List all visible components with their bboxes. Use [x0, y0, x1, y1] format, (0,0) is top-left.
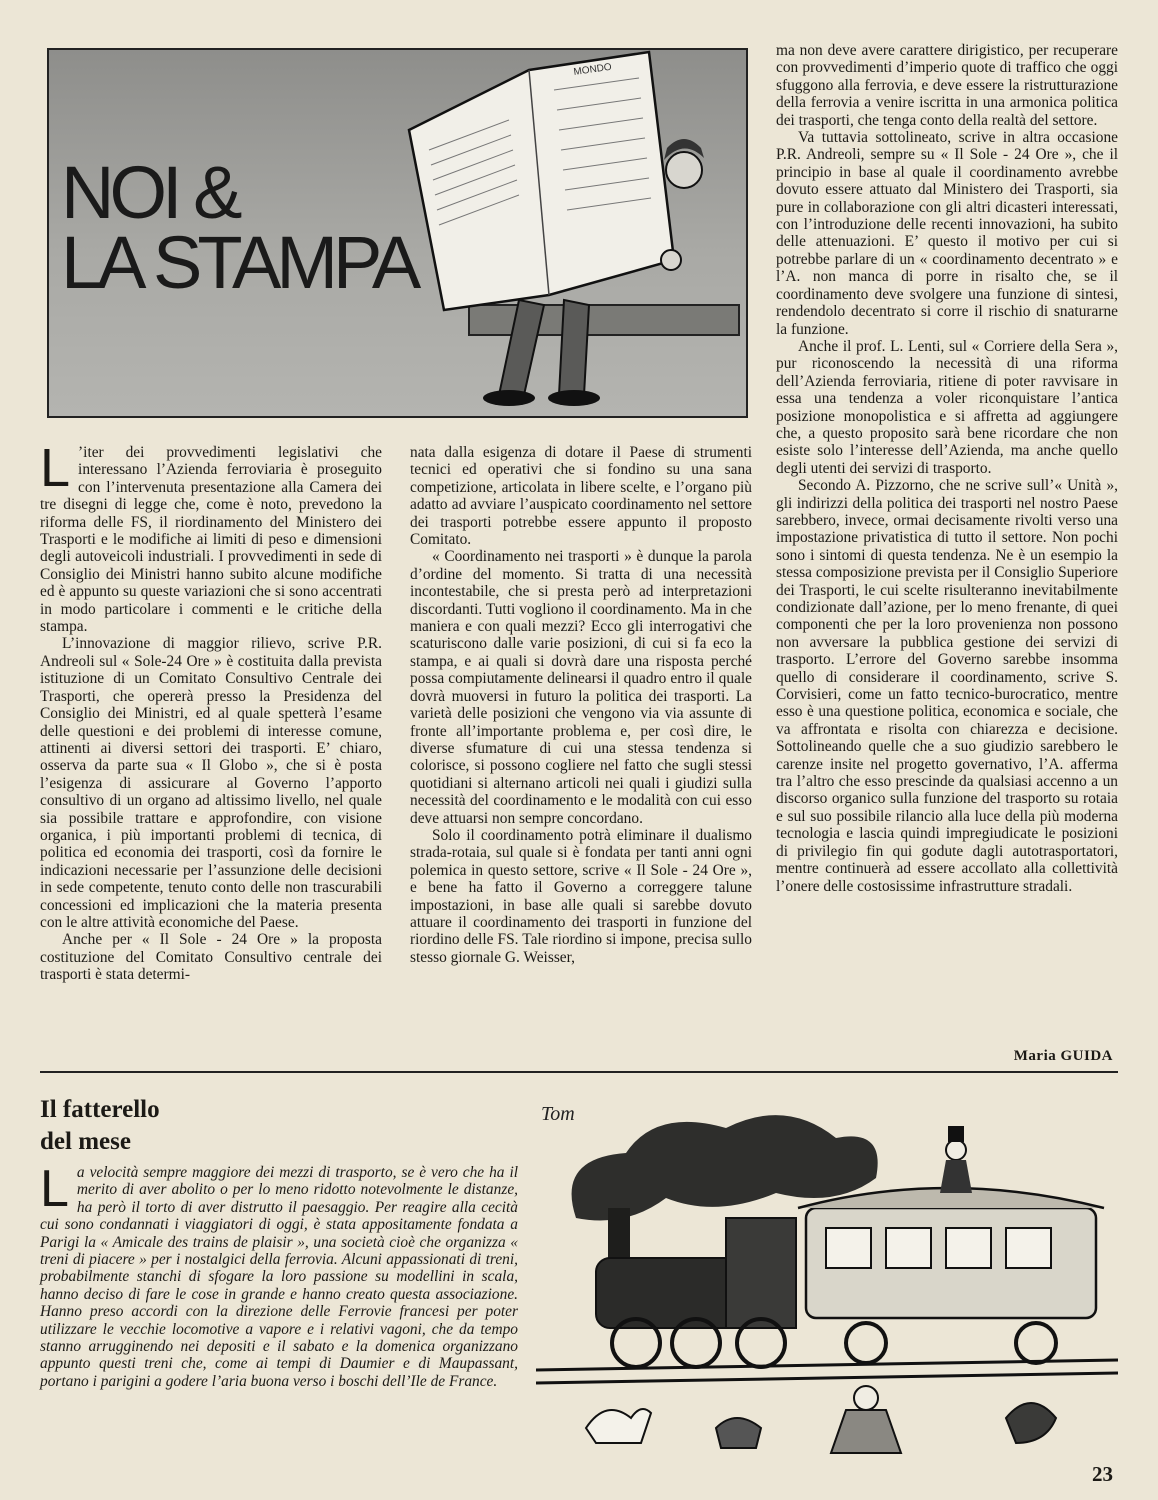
goose-figure — [586, 1409, 651, 1443]
col3-paragraph-2: Va tuttavia sottolineato, scrive in altra occasione P.R. Andreoli, sempre su « Il Sole - 24 Ore », che il principio in base al quale il coordinamento avrebbe dovuto essere attuato dal Ministero dei Trasporti, sia pure in collaborazione con gli altri dicasteri interessati, con l’introduzione delle recenti innovazioni, ha subito delle attenuazioni. E’ questo il motivo per cui si potrebbe parlare di un « coordinamento decentrato » e l’A. non manca di porre in risalto che, se il coordinamento deve svolgere una funzione di sintesi, rendendolo decentrato si corre il rischio di snaturarne la funzione. — [776, 129, 1118, 338]
col1-paragraph-3: Anche per « Il Sole - 24 Ore » la proposta costituzione del Comitato Consultivo centrale dei trasporti è stata determi- — [40, 931, 382, 984]
article-column-3 — [776, 42, 1118, 895]
left-shoe — [483, 390, 535, 406]
cartoonist-signature: Tom — [541, 1103, 575, 1125]
train-cartoon-drawing — [536, 1098, 1118, 1458]
carriage-wheel — [1016, 1323, 1056, 1363]
title-line-1: NOI & — [61, 151, 238, 234]
col2-paragraph-2: « Coordinamento nei trasporti » è dunque la parola d’ordine del momento. Si tratta di una necessità incontestabile, che si presta però ad interpretazioni discordanti. Tutti vogliono il coordinamento. Ma in che maniera e con quali mezzi? Ecco gli interrogativi che scaturiscono dalle varie posizioni, di cui si fa eco la stampa, e ai quali si dovrà dare una risposta perché possa compiutamente delinearsi il quadro entro il quale dovrà muoversi in futuro la politica dei trasporti. La varietà delle posizioni che vengono via via assunte di fronte all’importante problema e, per così dire, le diverse sfumature di cui una stessa tendenza si colorisce, si possono cogliere nel fatto che sugli stessi quotidiani si alternano articoli nei quali i giudizi sulla necessità del coordinamento e le modalità con cui esso deve attuarsi non sempre concordano. — [410, 548, 752, 827]
right-shoe — [548, 390, 600, 406]
woman-head — [854, 1386, 878, 1410]
dropcap-letter: L — [40, 438, 71, 498]
newspaper-reader-illustration — [349, 50, 744, 416]
newspaper-masthead: MONDO — [572, 61, 613, 78]
fatterello-title-line-2: del mese — [40, 1128, 131, 1155]
roof-passenger-head — [946, 1140, 966, 1160]
carriage-wheel — [846, 1323, 886, 1363]
rooster-figure — [1006, 1403, 1056, 1443]
article-author: Maria GUIDA — [1013, 1048, 1113, 1064]
fatterello-dropcap: L — [40, 1160, 69, 1218]
fatterello-title-line-1: Il fatterello — [40, 1096, 160, 1123]
header-illustration — [47, 48, 748, 418]
locomotive-cab — [726, 1218, 796, 1328]
woman-dress — [831, 1410, 901, 1453]
col2-paragraph-3: Solo il coordinamento potrà eliminare il dualismo strada-rotaia, sul quale si è fondata per tanti anni ogni polemica in questo settore, scrive « Il Sole - 24 Ore », e bene ha fatto il Governo a correggere talune impostazioni, in base alle quali si sarebbe dovuto attuare il coordinamento dei trasporti in funzione del riordino delle FS. Tale riordino si impone, precisa sullo stesso giornale G. Weisser, — [410, 826, 752, 966]
man-hand — [661, 250, 681, 270]
col3-paragraph-3: Anche il prof. L. Lenti, sul « Corriere della Sera », pur riconoscendo la necessità di una riforma dell’Azienda ferroviaria, ritiene di poter ravvisare in essa una tendenza a voler riconquistare l’antica posizione monopolistica e si affretta ad aggiungere che, a questo proposito sarà bene ricordare che non esiste solo l’interesse dell’Azienda, ma anche quello degli utenti dei servizi di trasporto. — [776, 337, 1118, 477]
right-leg — [559, 300, 589, 395]
article-column-1 — [40, 438, 382, 984]
train-cartoon — [536, 1098, 1118, 1458]
fatterello-body: a velocità sempre maggiore dei mezzi di trasporto, se è vero che ha il merito di aver abolito o per lo meno ridotto notevolmente le distanze, ha però il torto di aver distrutto il paesaggio. Per reagire alla cecità cui sono condannati i viaggiatori di oggi, è stata appositamente fondata a Parigi la « Amicale des trains de plaisir », una società cioè che organizza « treni di piacere » per i nostalgici della ferrovia. Alcuni appassionati di treni, probabilmente stanchi di sfogare la loro passione su modellini in scala, hanno deciso di fare le cose in grande e hanno creato questa associazione. Hanno preso accordi con la direzione delle Ferrovie francesi per poter utilizzare le vecchie locomotive a vapore e i relativi vagoni, che da tempo stanno arrugginendo nei depositi e il sabato e la domenica organizzano appunto questi treni che, come ai tempi di Daumier e di Maupassant, portano i parigini a godere l’aria buona verso i boschi dell’Ile de France. — [40, 1164, 518, 1390]
dog-figure — [716, 1418, 761, 1448]
top-hat — [948, 1126, 964, 1142]
title-line-2: LA STAMPA — [61, 221, 417, 304]
col1-paragraph-2: L’innovazione di maggior rilievo, scrive P.R. Andreoli sul « Sole-24 Ore » è costituita dalla prevista istituzione di un Comitato Consultivo Centrale dei Trasporti, che opererà presso la Presidenza del Consiglio dei Ministri, ed al quale spetterà l’esame delle questioni e dei problemi di interesse comune, attinenti ai diversi settori dei trasporti. E’ chiaro, osserva da parte sua « Il Globo », che si è posta l’esigenza di assicurare al Governo l’apporto consultivo di un organo ad altissimo livello, nel quale sia possibile trattare e approfondire, con visione organica, i più importanti problemi di tecnica, di politica ed economia dei trasporti, così da fornire le indicazioni necessarie per l’assunzione delle decisioni in sede competente, tenuto conto delle non trascurabili concessioni ed implicazioni che la materia presenta con le altre attività economiche del Paese. — [40, 635, 382, 931]
col1-paragraph-1: ’iter dei provvedimenti legislativi che interessano l’Azienda ferroviaria è proseguito con l’intervenuta presentazione alla Camera dei tre disegni di legge che, come è noto, prevedono la riforma delle FS, il riordinamento del Ministero dei Trasporti e le modifiche ai limiti di peso e dimensioni degli autoveicoli industriali. I provvedimenti in sede di Consiglio dei Ministri hanno subito alcune modifiche ed è appunto su queste variazioni che si sono accentrati in modo particolare i commenti e le critiche della stampa. — [40, 444, 382, 636]
col2-paragraph-1: nata dalla esigenza di dotare il Paese di strumenti tecnici ed operativi che si fondino su una sana competizione, articolata in libere scelte, e l’organo più adatto ad avviare l’auspicato coordinamento nel settore dei trasporti potrebbe essere appunto il proposto Comitato. — [410, 444, 752, 549]
article-column-2 — [410, 444, 752, 966]
seat-shape — [469, 305, 739, 335]
rail-line — [536, 1373, 1118, 1383]
man-head — [666, 152, 702, 188]
newspaper-shape — [409, 52, 674, 310]
col3-paragraph-1: ma non deve avere carattere dirigistico, per recuperare con provvedimenti d’imperio quote di traffico che oggi sfuggono alla ferrovia, e deve essere la ristrutturazione della ferrovia a venire iscritta in una armonica politica dei trasporti, che tenga conto della realtà del settore. — [776, 42, 1118, 129]
col3-paragraph-4: Secondo A. Pizzorno, che ne scrive sull’« Unità », gli indirizzi della politica dei trasporti nel nostro Paese sarebbero, invece, ormai decisamente rivolti verso una impostazione privatistica di tutto il settore. Non pochi sono i sintomi di questa tendenza. Ne è un esempio la stessa composizione prevista per il Consiglio Superiore dei Trasporti, le cui scelte risulteranno inevitabilmente condizionate dall’azione, per lo meno frenante, di quei componenti che per la loro provenienza non possono non avversare la pubblica gestione dei servizi di trasporto. L’errore del Governo sarebbe insomma quello di considerare il coordinamento, scrive S. Corvisieri, come un fatto tecnico-burocratico, mentre esso è una questione politica, economica e sociale, che va affrontata e risolta con chiarezza e decisione. Sottolineando quelle che a suo giudizio sarebbero le carenze insite nel progetto governativo, l’A. afferma tra l’altro che esso prescinde da qualsiasi accenno a un discorso organico sulla funzione del trasporto su rotaia e sul suo possibile rilancio alla luce della più moderna tecnologia e lascia quindi impregiudicate le posizioni di privilegio fin qui godute dagli autotrasportatori, mentre continuerà ad essere accollato alla collettività l’onere delle costosissime infrastrutture stradali. — [776, 477, 1118, 895]
page-number: 23 — [1092, 1462, 1113, 1486]
fatterello-title — [40, 1094, 160, 1158]
roof-passenger-body — [940, 1160, 972, 1193]
fatterello-text — [40, 1160, 518, 1390]
section-divider — [40, 1071, 1118, 1073]
